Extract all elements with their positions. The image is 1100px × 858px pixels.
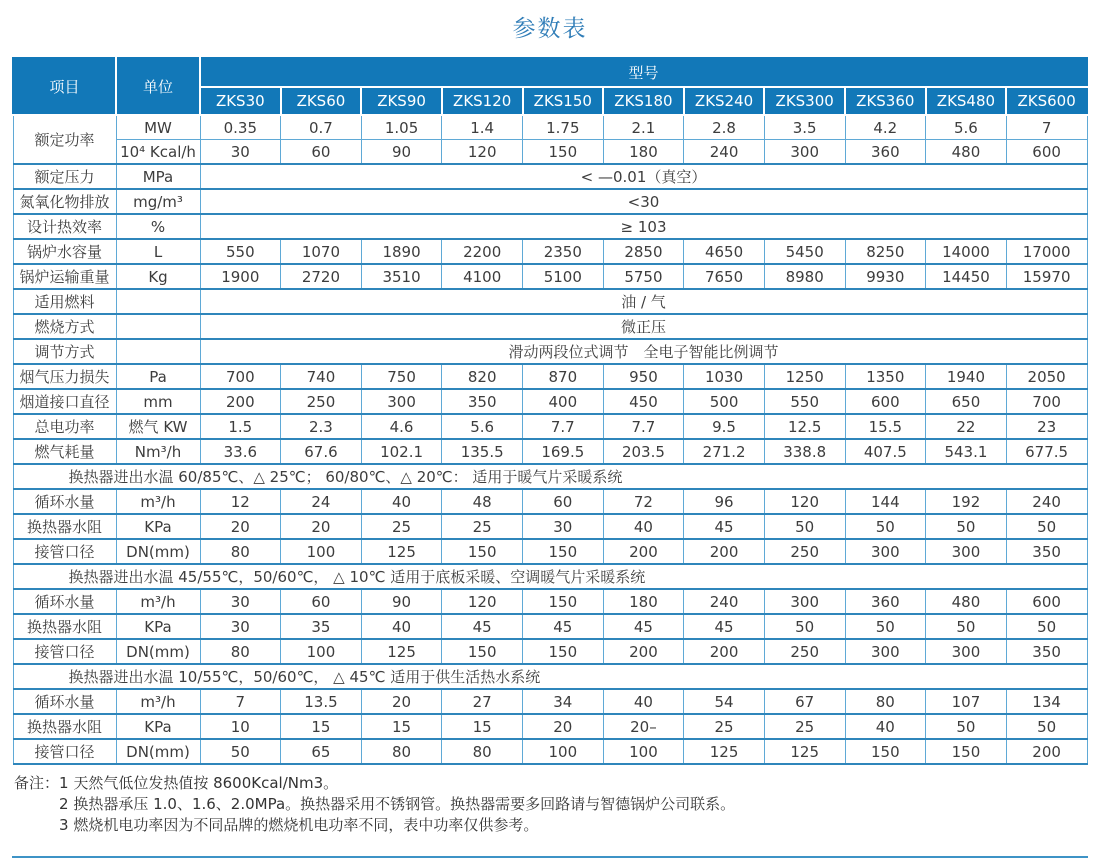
value-cell: 338.8 — [764, 439, 845, 464]
unit-cell: Pa — [116, 364, 200, 389]
unit-cell — [116, 339, 200, 364]
value-cell: 107 — [926, 689, 1007, 714]
value-cell: 650 — [926, 389, 1007, 414]
unit-cell: Nm³/h — [116, 439, 200, 464]
value-cell: 14450 — [926, 264, 1007, 289]
unit-cell: Kg — [116, 264, 200, 289]
value-cell: 144 — [845, 489, 926, 514]
value-cell: 1070 — [281, 239, 362, 264]
value-cell: 1890 — [361, 239, 442, 264]
unit-cell: DN(mm) — [116, 639, 200, 664]
value-cell: 34 — [523, 689, 604, 714]
value-cell: 80 — [200, 539, 281, 564]
value-cell: 200 — [603, 539, 684, 564]
header-model-zks300: ZKS300 — [764, 87, 845, 115]
note-line-1: 1 天然气低位发热值按 8600Kcal/Nm3。 — [59, 774, 339, 792]
table-row — [13, 189, 1087, 214]
value-cell: 72 — [603, 489, 684, 514]
value-cell: 200 — [1006, 739, 1087, 764]
value-cell: 125 — [764, 739, 845, 764]
value-cell: 200 — [200, 389, 281, 414]
value-cell: 200 — [684, 539, 765, 564]
table-row — [13, 639, 1087, 664]
value-cell: 5750 — [603, 264, 684, 289]
header-model-zks240: ZKS240 — [684, 87, 765, 115]
row-label: 额定压力 — [13, 164, 116, 189]
value-cell: 5100 — [523, 264, 604, 289]
value-cell: 180 — [603, 140, 684, 165]
value-cell: 40 — [361, 489, 442, 514]
table-row — [13, 389, 1087, 414]
row-label: 接管口径 — [13, 639, 116, 664]
value-cell: 1030 — [684, 364, 765, 389]
value-cell: 5.6 — [442, 414, 523, 439]
span-value-cell: 微正压 — [200, 314, 1087, 339]
value-cell: 750 — [361, 364, 442, 389]
value-cell: 9930 — [845, 264, 926, 289]
value-cell: 200 — [684, 639, 765, 664]
value-cell: 480 — [926, 140, 1007, 165]
value-cell: 67 — [764, 689, 845, 714]
value-cell: 4100 — [442, 264, 523, 289]
value-cell: 300 — [926, 539, 1007, 564]
row-label: 换热器水阻 — [13, 714, 116, 739]
unit-cell: 10⁴ Kcal/h — [116, 140, 200, 165]
table-head — [13, 58, 1087, 115]
value-cell: 50 — [1006, 614, 1087, 639]
value-cell: 65 — [281, 739, 362, 764]
value-cell: 13.5 — [281, 689, 362, 714]
value-cell: 400 — [523, 389, 604, 414]
notes-label: 备注： — [14, 774, 60, 792]
value-cell: 125 — [684, 739, 765, 764]
value-cell: 1250 — [764, 364, 845, 389]
unit-cell: KPa — [116, 614, 200, 639]
unit-cell: mg/m³ — [116, 189, 200, 214]
value-cell: 45 — [684, 614, 765, 639]
value-cell: 80 — [442, 739, 523, 764]
section-header: 换热器进出水温 10/55℃，50/60℃， △ 45℃ 适用于供生活热水系统 — [13, 664, 1087, 689]
span-value-cell: 滑动两段位式调节 全电子智能比例调节 — [200, 339, 1087, 364]
header-model-zks60: ZKS60 — [281, 87, 362, 115]
table-row — [13, 239, 1087, 264]
value-cell: 180 — [603, 589, 684, 614]
value-cell: 100 — [281, 539, 362, 564]
value-cell: 2.8 — [684, 115, 765, 140]
unit-cell: L — [116, 239, 200, 264]
header-model-zks180: ZKS180 — [603, 87, 684, 115]
value-cell: 12.5 — [764, 414, 845, 439]
value-cell: 50 — [845, 514, 926, 539]
value-cell: 820 — [442, 364, 523, 389]
note-line-3: 3 燃烧机电功率因为不同品牌的燃烧机电功率不同，表中功率仅供参考。 — [59, 816, 539, 834]
value-cell: 300 — [764, 140, 845, 165]
value-cell: 20 — [281, 514, 362, 539]
value-cell: 120 — [442, 589, 523, 614]
value-cell: 20 — [200, 514, 281, 539]
unit-cell: m³/h — [116, 489, 200, 514]
value-cell: 100 — [603, 739, 684, 764]
row-label: 额定功率 — [13, 115, 116, 164]
value-cell: 45 — [603, 614, 684, 639]
header-model-zks30: ZKS30 — [200, 87, 281, 115]
value-cell: 740 — [281, 364, 362, 389]
value-cell: 300 — [845, 539, 926, 564]
unit-cell: MPa — [116, 164, 200, 189]
value-cell: 1.75 — [523, 115, 604, 140]
row-label: 循环水量 — [13, 589, 116, 614]
header-model-zks150: ZKS150 — [523, 87, 604, 115]
value-cell: 600 — [1006, 589, 1087, 614]
value-cell: 250 — [764, 639, 845, 664]
value-cell: 150 — [845, 739, 926, 764]
value-cell: 150 — [926, 739, 1007, 764]
row-label: 烟道接口直径 — [13, 389, 116, 414]
row-label: 适用燃料 — [13, 289, 116, 314]
row-label: 循环水量 — [13, 689, 116, 714]
value-cell: 7.7 — [603, 414, 684, 439]
value-cell: 20– — [603, 714, 684, 739]
value-cell: 250 — [764, 539, 845, 564]
value-cell: 60 — [281, 589, 362, 614]
value-cell: 2850 — [603, 239, 684, 264]
value-cell: 12 — [200, 489, 281, 514]
header-model-zks360: ZKS360 — [845, 87, 926, 115]
row-label: 烟气压力损失 — [13, 364, 116, 389]
value-cell: 50 — [926, 514, 1007, 539]
value-cell: 45 — [442, 614, 523, 639]
page-title: 参数表 — [512, 16, 588, 42]
span-value-cell: ≥ 103 — [200, 214, 1087, 239]
row-label: 总电功率 — [13, 414, 116, 439]
value-cell: 60 — [523, 489, 604, 514]
value-cell: 60 — [281, 140, 362, 165]
value-cell: 102.1 — [361, 439, 442, 464]
value-cell: 20 — [523, 714, 604, 739]
value-cell: 350 — [1006, 539, 1087, 564]
header-model-group: 型号 — [200, 58, 1087, 87]
value-cell: 4.2 — [845, 115, 926, 140]
value-cell: 50 — [1006, 714, 1087, 739]
row-label: 调节方式 — [13, 339, 116, 364]
value-cell: 50 — [926, 614, 1007, 639]
parameter-table — [12, 57, 1088, 765]
value-cell: 50 — [1006, 514, 1087, 539]
row-label: 燃烧方式 — [13, 314, 116, 339]
value-cell: 700 — [1006, 389, 1087, 414]
value-cell: 169.5 — [523, 439, 604, 464]
value-cell: 7 — [1006, 115, 1087, 140]
value-cell: 1.05 — [361, 115, 442, 140]
unit-cell: m³/h — [116, 589, 200, 614]
value-cell: 120 — [764, 489, 845, 514]
value-cell: 67.6 — [281, 439, 362, 464]
value-cell: 30 — [523, 514, 604, 539]
value-cell: 10 — [200, 714, 281, 739]
value-cell: 25 — [684, 714, 765, 739]
value-cell: 2200 — [442, 239, 523, 264]
value-cell: 3510 — [361, 264, 442, 289]
header-unit: 单位 — [116, 58, 200, 115]
table-row — [13, 214, 1087, 239]
table-row — [13, 614, 1087, 639]
value-cell: 1940 — [926, 364, 1007, 389]
value-cell: 150 — [523, 589, 604, 614]
table-row — [13, 115, 1087, 140]
value-cell: 50 — [200, 739, 281, 764]
value-cell: 30 — [200, 614, 281, 639]
header-model-zks120: ZKS120 — [442, 87, 523, 115]
value-cell: 80 — [845, 689, 926, 714]
value-cell: 1.5 — [200, 414, 281, 439]
value-cell: 550 — [764, 389, 845, 414]
value-cell: 50 — [845, 614, 926, 639]
unit-cell: m³/h — [116, 689, 200, 714]
value-cell: 192 — [926, 489, 1007, 514]
value-cell: 300 — [361, 389, 442, 414]
section-header-row — [13, 464, 1087, 489]
value-cell: 677.5 — [1006, 439, 1087, 464]
value-cell: 20 — [361, 689, 442, 714]
span-value-cell: < —0.01（真空） — [200, 164, 1087, 189]
value-cell: 240 — [1006, 489, 1087, 514]
value-cell: 135.5 — [442, 439, 523, 464]
value-cell: 25 — [442, 514, 523, 539]
table-row — [13, 514, 1087, 539]
unit-cell — [116, 289, 200, 314]
table-body — [13, 115, 1087, 764]
row-label: 换热器水阻 — [13, 614, 116, 639]
unit-cell: % — [116, 214, 200, 239]
value-cell: 203.5 — [603, 439, 684, 464]
value-cell: 9.5 — [684, 414, 765, 439]
value-cell: 96 — [684, 489, 765, 514]
unit-cell: MW — [116, 115, 200, 140]
table-row — [13, 289, 1087, 314]
table-row — [13, 140, 1087, 165]
value-cell: 360 — [845, 140, 926, 165]
value-cell: 240 — [684, 140, 765, 165]
unit-cell: DN(mm) — [116, 739, 200, 764]
value-cell: 80 — [200, 639, 281, 664]
value-cell: 25 — [764, 714, 845, 739]
value-cell: 480 — [926, 589, 1007, 614]
row-label: 换热器水阻 — [13, 514, 116, 539]
table-row — [13, 339, 1087, 364]
value-cell: 8980 — [764, 264, 845, 289]
value-cell: 150 — [523, 140, 604, 165]
header-model-zks90: ZKS90 — [361, 87, 442, 115]
value-cell: 15 — [442, 714, 523, 739]
value-cell: 407.5 — [845, 439, 926, 464]
table-row — [13, 739, 1087, 764]
unit-cell — [116, 314, 200, 339]
value-cell: 950 — [603, 364, 684, 389]
table-row — [13, 439, 1087, 464]
unit-cell: mm — [116, 389, 200, 414]
value-cell: 50 — [764, 514, 845, 539]
span-value-cell: 油 / 气 — [200, 289, 1087, 314]
value-cell: 550 — [200, 239, 281, 264]
value-cell: 33.6 — [200, 439, 281, 464]
value-cell: 1900 — [200, 264, 281, 289]
value-cell: 2.3 — [281, 414, 362, 439]
value-cell: 23 — [1006, 414, 1087, 439]
value-cell: 54 — [684, 689, 765, 714]
value-cell: 24 — [281, 489, 362, 514]
value-cell: 2.1 — [603, 115, 684, 140]
value-cell: 90 — [361, 589, 442, 614]
row-label: 设计热效率 — [13, 214, 116, 239]
value-cell: 30 — [200, 140, 281, 165]
row-label: 锅炉水容量 — [13, 239, 116, 264]
value-cell: 600 — [845, 389, 926, 414]
value-cell: 17000 — [1006, 239, 1087, 264]
table-row — [13, 714, 1087, 739]
table-row — [13, 164, 1087, 189]
value-cell: 30 — [200, 589, 281, 614]
section-header-row — [13, 664, 1087, 689]
value-cell: 240 — [684, 589, 765, 614]
value-cell: 45 — [523, 614, 604, 639]
value-cell: 5.6 — [926, 115, 1007, 140]
value-cell: 500 — [684, 389, 765, 414]
value-cell: 600 — [1006, 140, 1087, 165]
section-header-row — [13, 564, 1087, 589]
value-cell: 150 — [523, 539, 604, 564]
value-cell: 8250 — [845, 239, 926, 264]
value-cell: 271.2 — [684, 439, 765, 464]
value-cell: 3.5 — [764, 115, 845, 140]
value-cell: 120 — [442, 140, 523, 165]
value-cell: 250 — [281, 389, 362, 414]
value-cell: 35 — [281, 614, 362, 639]
value-cell: 15 — [361, 714, 442, 739]
row-label: 锅炉运输重量 — [13, 264, 116, 289]
table-row — [13, 264, 1087, 289]
value-cell: 1350 — [845, 364, 926, 389]
value-cell: 14000 — [926, 239, 1007, 264]
table-row — [13, 689, 1087, 714]
value-cell: 2350 — [523, 239, 604, 264]
value-cell: 134 — [1006, 689, 1087, 714]
value-cell: 125 — [361, 539, 442, 564]
section-header: 换热器进出水温 45/55℃，50/60℃， △ 10℃ 适用于底板采暖、空调暖气片采暖系统 — [13, 564, 1087, 589]
value-cell: 40 — [603, 689, 684, 714]
value-cell: 7.7 — [523, 414, 604, 439]
value-cell: 15.5 — [845, 414, 926, 439]
value-cell: 15 — [281, 714, 362, 739]
header-model-zks480: ZKS480 — [926, 87, 1007, 115]
value-cell: 360 — [845, 589, 926, 614]
note-lines — [59, 773, 735, 836]
value-cell: 350 — [442, 389, 523, 414]
value-cell: 27 — [442, 689, 523, 714]
value-cell: 50 — [926, 714, 1007, 739]
value-cell: 40 — [845, 714, 926, 739]
value-cell: 48 — [442, 489, 523, 514]
value-cell: 870 — [523, 364, 604, 389]
note-row — [14, 773, 1100, 836]
table-row — [13, 489, 1087, 514]
row-label: 燃气耗量 — [13, 439, 116, 464]
value-cell: 2720 — [281, 264, 362, 289]
value-cell: 1.4 — [442, 115, 523, 140]
row-label: 接管口径 — [13, 539, 116, 564]
span-value-cell: <30 — [200, 189, 1087, 214]
row-label: 氮氧化物排放 — [13, 189, 116, 214]
table-row — [13, 589, 1087, 614]
value-cell: 0.7 — [281, 115, 362, 140]
notes-block — [14, 773, 1100, 836]
value-cell: 50 — [764, 614, 845, 639]
value-cell: 300 — [926, 639, 1007, 664]
table-row — [13, 414, 1087, 439]
value-cell: 0.35 — [200, 115, 281, 140]
value-cell: 700 — [200, 364, 281, 389]
row-label: 循环水量 — [13, 489, 116, 514]
value-cell: 4650 — [684, 239, 765, 264]
section-header: 换热器进出水温 60/85℃、△ 25℃； 60/80℃、△ 20℃： 适用于暖气片采暖系统 — [13, 464, 1087, 489]
unit-cell: 燃气 KW — [116, 414, 200, 439]
value-cell: 350 — [1006, 639, 1087, 664]
value-cell: 2050 — [1006, 364, 1087, 389]
table-row — [13, 314, 1087, 339]
unit-cell: DN(mm) — [116, 539, 200, 564]
value-cell: 300 — [764, 589, 845, 614]
value-cell: 80 — [361, 739, 442, 764]
table-row — [13, 364, 1087, 389]
value-cell: 15970 — [1006, 264, 1087, 289]
value-cell: 125 — [361, 639, 442, 664]
value-cell: 4.6 — [361, 414, 442, 439]
header-item: 项目 — [13, 58, 116, 115]
value-cell: 150 — [442, 639, 523, 664]
unit-cell: KPa — [116, 714, 200, 739]
unit-cell: KPa — [116, 514, 200, 539]
note-line-2: 2 换热器承压 1.0、1.6、2.0MPa。换热器采用不锈钢管。换热器需要多回路请与智德锅炉公司联系。 — [59, 795, 736, 813]
value-cell: 22 — [926, 414, 1007, 439]
table-row — [13, 539, 1087, 564]
value-cell: 90 — [361, 140, 442, 165]
value-cell: 150 — [442, 539, 523, 564]
value-cell: 543.1 — [926, 439, 1007, 464]
value-cell: 40 — [603, 514, 684, 539]
value-cell: 5450 — [764, 239, 845, 264]
value-cell: 200 — [603, 639, 684, 664]
value-cell: 40 — [361, 614, 442, 639]
value-cell: 100 — [523, 739, 604, 764]
value-cell: 100 — [281, 639, 362, 664]
row-label: 接管口径 — [13, 739, 116, 764]
value-cell: 150 — [523, 639, 604, 664]
header-model-zks600: ZKS600 — [1006, 87, 1087, 115]
value-cell: 7 — [200, 689, 281, 714]
value-cell: 7650 — [684, 264, 765, 289]
value-cell: 45 — [684, 514, 765, 539]
value-cell: 300 — [845, 639, 926, 664]
value-cell: 450 — [603, 389, 684, 414]
value-cell: 25 — [361, 514, 442, 539]
